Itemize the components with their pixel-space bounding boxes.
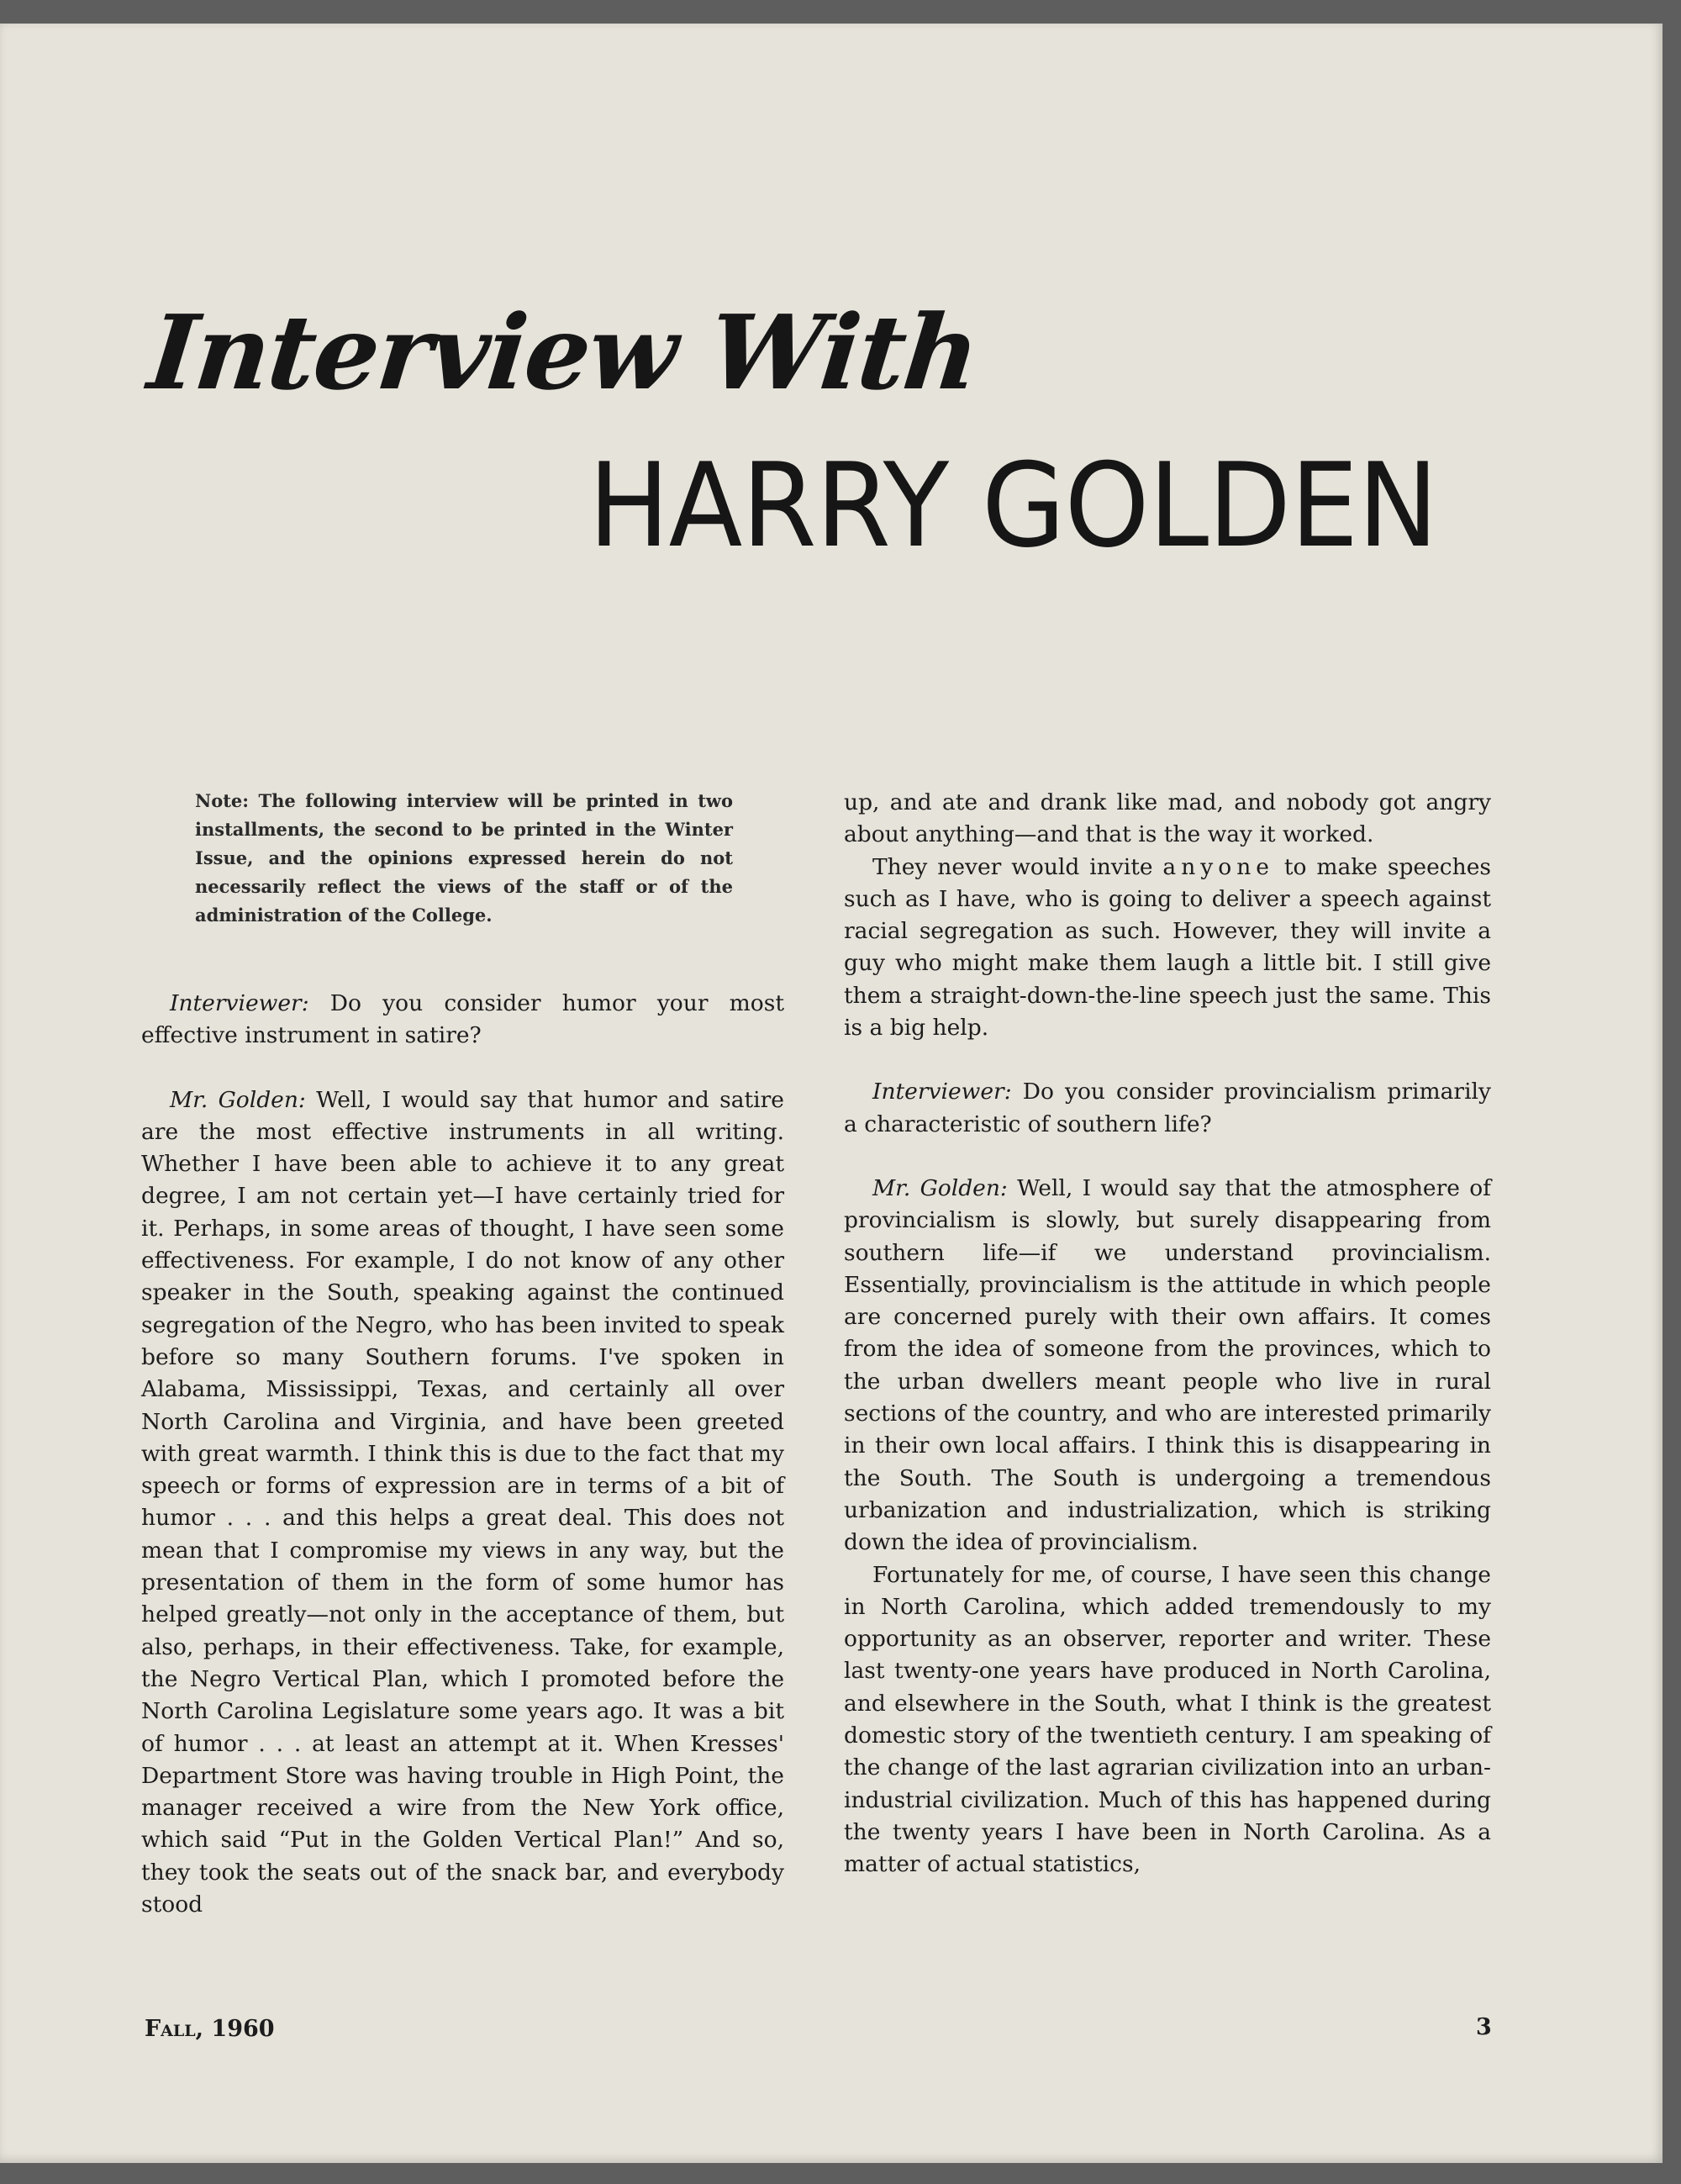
answer-text: Well, I would say that the atmosphere of provincialism is slowly, but surely disappearing from southern life—if we understand provincialism. Essentially, provincialism is the attitude in which people are concerned purely with their own affairs. It comes from the idea of someone from the provinces, which to the urban dwellers meant people who live in rural sections of the country, and who are interested primarily in their own local affairs. I think this is disappearing in the South. The South is undergoing a tremendous urbanization and industrialization, which is striking down the idea of provincialism. <box>844 1174 1491 1556</box>
speaker-label: Interviewer: <box>170 990 309 1016</box>
paragraph-text: They never would invite <box>872 853 1163 880</box>
magazine-page <box>0 24 1663 2163</box>
answer-2 <box>844 1173 1491 1559</box>
question-text: Do you consider humor your most effective instrument in satire? <box>141 990 784 1049</box>
answer-1 <box>141 1084 784 1922</box>
emphasized-word: anyone <box>1162 853 1274 880</box>
paragraph-text: to make speeches such as I have, who is going to deliver a speech against racial segregation as such. However, they will invite a guy who might make them laugh a little bit. I still give them a straight-down-the-line speech just the same. This is a big help. <box>844 853 1491 1042</box>
right-column <box>844 787 1491 1881</box>
question-2 <box>844 1076 1491 1141</box>
answer-2-paragraph-2: Fortunately for me, of course, I have seen this change in North Carolina, which added tremendously to my opportunity as an observer, reporter and writer. These last twenty-one years have produced in North Carolina, and elsewhere in the South, what I think is the greatest domestic story of the twentieth century. I am speaking of the change of the last agrarian civilization into an urban-industrial civilization. Much of this has happened during the twenty years I have been in North Carolina. As a matter of actual statistics, <box>844 1561 1491 1878</box>
left-column <box>141 988 784 1921</box>
answer-1-continued: up, and ate and drank like mad, and nobody got angry about anything—and that is the way it worked. <box>844 789 1491 848</box>
title-harry-golden: HARRY GOLDEN <box>588 438 1438 573</box>
speaker-label: Mr. Golden: <box>872 1174 1008 1201</box>
speaker-label: Interviewer: <box>872 1079 1012 1105</box>
title-interview-with: Interview With <box>143 292 984 413</box>
answer-text: Well, I would say that humor and satire are the most effective instruments in all writing. Whether I have been able to achieve it to any great degree, I am not certain yet—I have certainly tried for it. Perhaps, in some areas of thought, I have seen some effectiveness. For example, I do not know of any other speaker in the South, speaking against the continued segregation of the Negro, who has been invited to speak before so many Southern forums. I've spoken in Alabama, Mississippi, Texas, and certainly all over North Carolina and Virginia, and have been greeted with great warmth. I think this is due to the fact that my speech or forms of expression are in terms of a bit of humor . . . and this helps a great deal. This does not mean that I compromise my views in any way, but the presentation of them in the form of some humor has helped greatly—not only in the acceptance of them, but also, perhaps, in their effectiveness. Take, for example, the Negro Vertical Plan, which I promoted before the North Carolina Legislature some years ago. It was a bit of humor . . . at least an attempt at it. When Kresses' Department Store was having trouble in High Point, the manager received a wire from the New York office, which said “Put in the Golden Vertical Plan!” And so, they took the seats out of the snack bar, and everybody stood <box>141 1086 784 1918</box>
answer-1-paragraph-2 <box>844 852 1491 1045</box>
speaker-label: Mr. Golden: <box>170 1086 306 1113</box>
editor-note: Note: The following interview will be printed in two installments, the second to be printed in the Winter Issue, and the opinions expressed herein do not necessarily reflect the views of the staff or of the administration of the College. <box>195 790 733 926</box>
issue-date: Fall, 1960 <box>145 2016 275 2042</box>
page-number: 3 <box>1476 2014 1492 2040</box>
question-1 <box>141 988 784 1052</box>
question-text: Do you consider provincialism primarily a characteristic of southern life? <box>844 1079 1491 1137</box>
